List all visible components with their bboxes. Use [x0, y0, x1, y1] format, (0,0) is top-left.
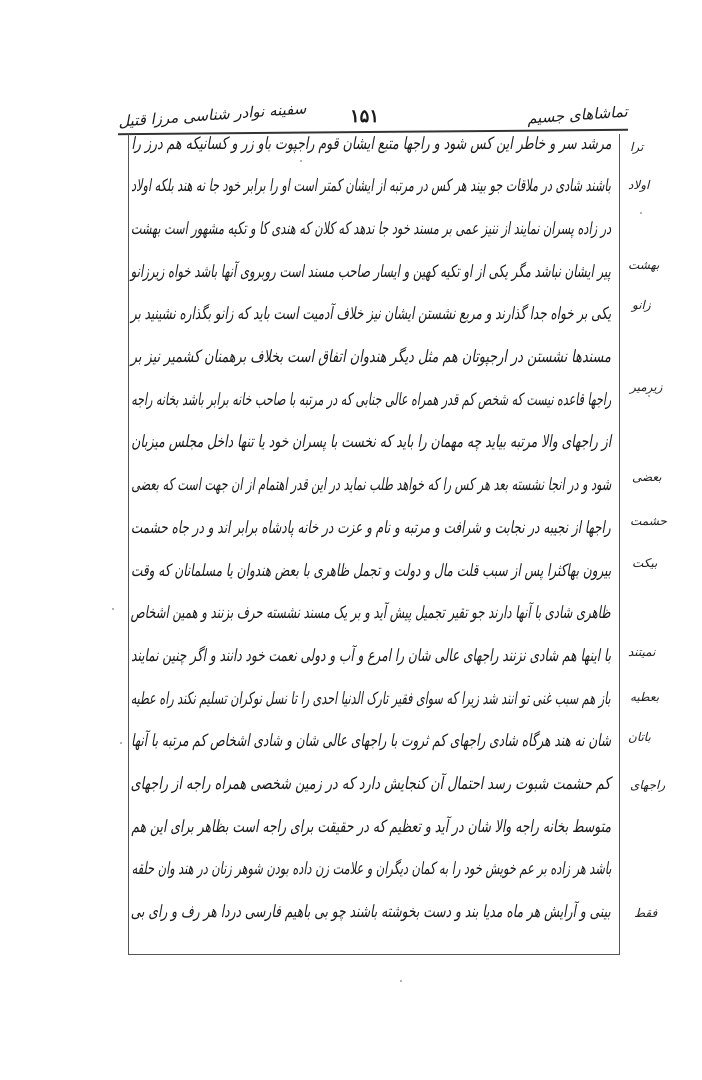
text-line-13: با اینها هم شادی نزنند راجهای عالی شان را امرع و آب و دولی نعمت خود دانند و اگر چنین نمایند — [131, 646, 611, 666]
margin-note: فقط — [634, 906, 658, 920]
text-line-14: باز هم سبب غنی تو انند شد زیرا که سوای فقیر تارک الدنیا احدی را تا نسل نوکران تسلیم نکند راه عطیه — [131, 689, 611, 709]
margin-note: باتان — [628, 730, 651, 744]
text-line-18: باشد هر زاده بر عم خویش خود را به کمان دیگران و علامت زن داده بودن شوهر زنان در هند وان حلقه — [131, 859, 611, 879]
scan-speckle — [112, 608, 114, 610]
margin-note: بیکت — [632, 556, 658, 570]
header-book-title: سفینه نوادر شناسی مرزا قتیل — [117, 99, 307, 131]
text-line-3: در زاده پسران نمایند از ننیز عمی بر مسند خود جا ندهد که کلان که هندی کا و تکیه مشهور است بهشت — [130, 219, 611, 239]
text-line-19: بینی و آرایش هر ماه مدیا بند و دست بخوشته باشند چو بی باهیم فارسی دردا هر رف و رای بی — [131, 902, 611, 922]
text-line-1: مرشد سر و خاطر این کس شود و راجها متبع ایشان قوم راجپوت باو زر و کسانیکه هم درز را — [130, 134, 611, 154]
header-chapter-title: تماشاهای جسیم — [526, 102, 629, 128]
scan-speckle — [120, 742, 122, 744]
margin-note: زانو — [632, 298, 651, 312]
text-line-2: باشند شادی در ملاقات جو بیند هر کس در مرتبه از ایشان کمتر است او را برابر خود جا نه هند بلکه اولاد — [131, 176, 611, 196]
margin-note: بهشت — [628, 258, 660, 272]
margin-note: حشمت — [630, 514, 667, 528]
margin-note: بعطیه — [630, 690, 660, 704]
text-line-4: پیر ایشان نباشد مگر یکی از او تکیه کهین و ایسار صاحب مسند است روبروی آنها باشد خواه زیرزانو — [130, 262, 611, 282]
text-line-10: راجها از نجیبه در نجابت و شرافت و مرتبه و نام و عزت در خانه پادشاه برابر اند و در جاه حشمت — [131, 518, 611, 538]
text-line-6: مسندها نشستن در ارجپوتان هم مثل دیگر هندوان اتفاق است بخلاف برهمنان کشمیر نیز بر — [130, 347, 611, 367]
margin-note: اولاد — [628, 178, 650, 192]
text-line-12: ظاهری شادی با آنها دارند جو تقیر تجمیل پیش آید و بر یک مسند نشسته حرف بزنند و همین اشخاص — [131, 603, 611, 623]
scan-speckle — [648, 395, 650, 397]
margin-note: نمیتند — [628, 645, 656, 659]
text-line-11: بیرون بهاکثرا پس از سبب قلت مال و دولت و تجمل ظاهری با بعض هندوان یا مسلمانان که وقت — [130, 561, 611, 581]
text-line-15: شان نه هند هرگاه شادی راجهای کم ثروت با راجهای عالی شان و شادی اشخاص کم مرتبه با آنها — [131, 731, 611, 751]
margin-note: راجهای — [630, 778, 666, 792]
text-line-9: شود و در انجا نشسته بعد هر کس را که خواهد طلب نماید در این قدر اهتمام از ان جهت است که بعضی — [130, 475, 611, 495]
scan-speckle — [400, 980, 402, 982]
text-line-8: از راجهای والا مرتبه بیاید چه مهمان را باید که نخست با پسران خود یا تنها داخل مجلس میزبان — [131, 432, 611, 452]
margin-note: بعضی — [632, 470, 662, 484]
text-frame — [128, 134, 620, 955]
page-header — [118, 100, 628, 134]
text-line-7: راجها قاعده نیست که شخص کم قدر همراه عالی جنابی که در مرتبه با صاحب خانه برابر باشد بخانه راجه — [130, 390, 611, 410]
margin-note: زیرمیر — [630, 380, 663, 394]
text-line-16: کم حشمت شبوت رسد احتمال آن کنجایش دارد که در زمین شخصی همراه راجه از راجهای — [131, 774, 611, 794]
margin-note: ترا — [630, 140, 644, 154]
text-line-17: متوسط بخانه راجه والا شان در آید و تعظیم که در حقیقت برای راجه است بظاهر برای این هم — [131, 817, 611, 837]
scan-speckle — [640, 212, 642, 214]
text-line-5: یکی بر خواه جدا گذارند و مربع نشستن ایشان نیز خلاف آدمیت است باید که زانو بگذاره نشینید بر — [130, 304, 611, 324]
page-number: ۱۵۱ — [350, 106, 380, 127]
scan-speckle — [300, 160, 302, 162]
